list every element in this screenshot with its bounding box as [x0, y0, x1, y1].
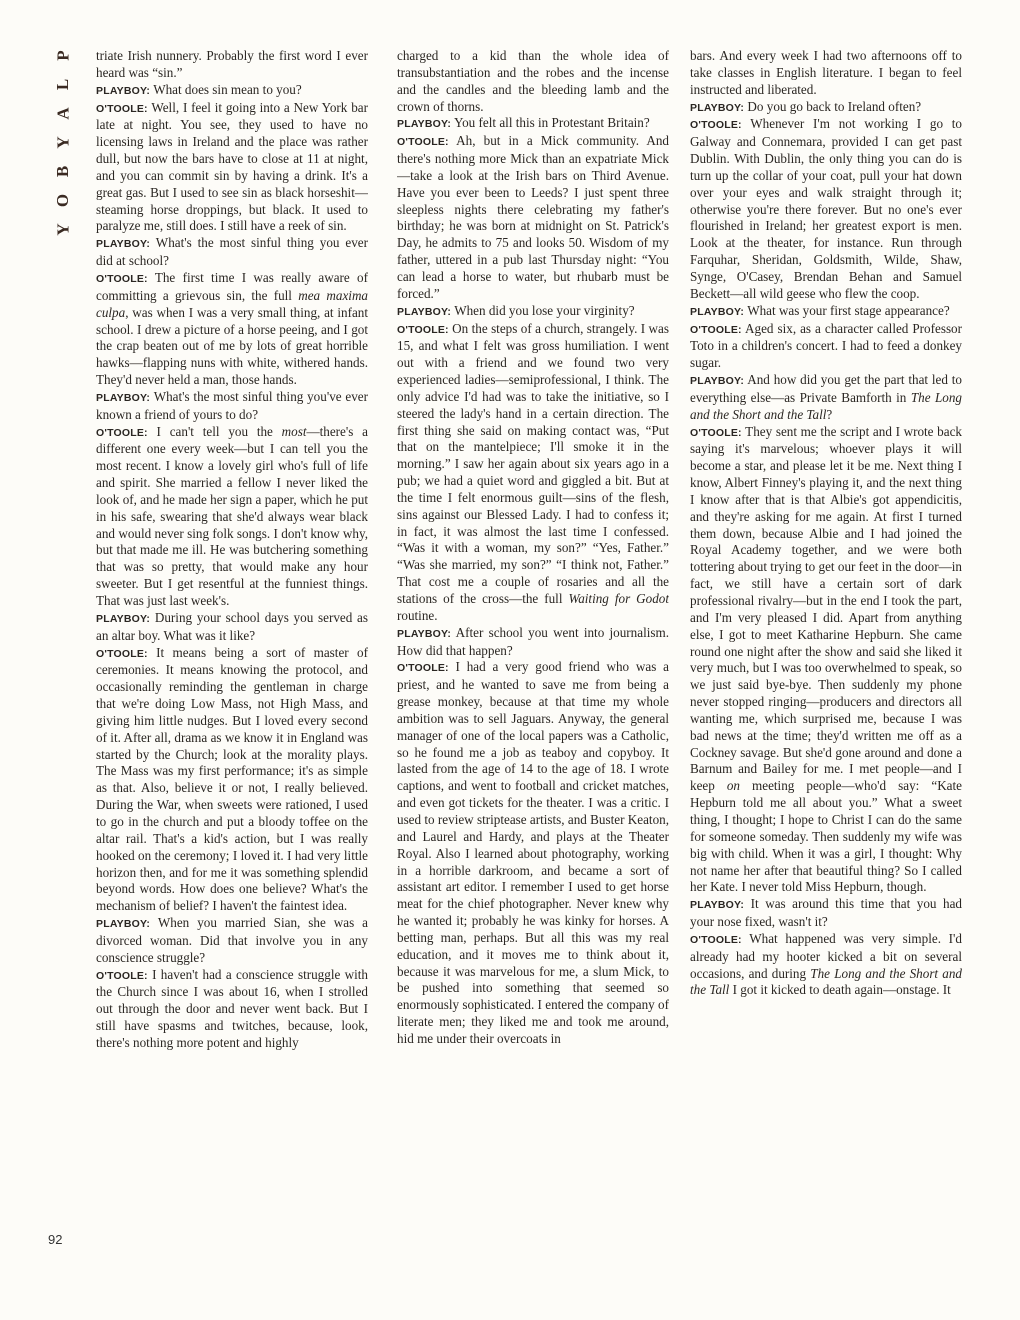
interview-paragraph	[96, 610, 368, 645]
paragraph-text: What happened was very simple. I'd already had my hooter kicked a bit on several occasions, and during	[690, 930, 962, 981]
paragraph-text: I had a very good friend who was a priest, and he wanted to save me from being a grease monkey, because at that time my whole ambition was to sell Jaguars. Anyway, the general manager of one of the local papers was a Catholic, so he found me a job as teaboy and copyboy. It lasted from the age of 14 to the age of 18. I wrote captions, and went to football and cricket matches, and even got tickets for the theater. I was a critic. I used to review striptease artists, and Buster Keaton, and Laurel and Hardy, and plays at the Theater Royal. Also I learned about photography, working in a horrible darkroom, and became a sort of assistant art editor. I remember I used to get horse meat for the chief photographer. Never knew why he wanted it; probably he was kinky for horses. A betting man, perhaps. But all this was my real education, and it moves me to think about it, because it was marvelous for me, a slum Mick, to be pushed into something that seemed so enormously sophisticated. I entered the company of literate men; they liked me and took me around, hid me under their overcoats in	[397, 659, 669, 1046]
paragraph-text: What's the most sinful thing you've ever known a friend of yours to do?	[96, 388, 368, 422]
paragraph-text: charged to a kid than the whole idea of transubstantiation and the robes and the incense and the candles and the bleeding lamb and the crown of thorns.	[397, 48, 669, 114]
paragraph-text: ?	[826, 406, 833, 422]
paragraph-text: —there's a different one every week—but I can tell you the most recent. I know a lovely girl who's full of life and spirit. She married a fellow I never liked the look of, and he made her sign a paper, which he put in his safe, swearing that she'd always wear black and would never sing folk songs. I don't know why, but that made me ill. He was butchering something that was so pretty, that would make any hour sweeter. But I get resentful at the funniest things. That was just last week's.	[96, 423, 368, 608]
italic-title: mea maxima culpa	[96, 287, 368, 320]
interview-paragraph	[96, 82, 368, 100]
paragraph-text: Aged six, as a character called Professor Toto in a children's concert. I had to feed a donkey sugar.	[690, 320, 962, 371]
paragraph-text: They sent me the script and I wrote back saying it's marvelous; whoever plays it will become a star, and please let it be me. Next thing I know, Albert Finney's playing it, and the next thing I know after that is that Albie's got appendicitis, and they're asking for me again. At first I turned them down, because Albie and I had joined the Royal Academy together, and we were both tottering about trying to get our feet in the door—in fact, we still have a certain sort of dark professional rivalry—but in the end I took the part, and I'm very pleased I did. Apart from anything else, I got to meet Katharine Hepburn. She came round one night after the show and said she liked it very much, but I was too overwhelmed to speak, so we just said bye-bye. Then suddenly my phone never stopped ringing—producers and directors all wanting me, which surprised me, because I was bad news at the time; they'd written me off as a Cockney savage. But she'd gone around and done a Barnum and Bailey for me. I met people—and I keep	[690, 423, 962, 794]
interview-paragraph	[96, 235, 368, 270]
italic-title: on	[726, 778, 740, 794]
interview-paragraph	[397, 659, 669, 1047]
paragraph-text: Do you go back to Ireland often?	[747, 98, 922, 114]
interview-paragraph	[690, 321, 962, 373]
paragraph-text: bars. And every week I had two afternoons off to take classes in English literature. I began to feel instructed and liberated.	[690, 48, 962, 97]
speaker-label-otoole: O'TOOLE:	[96, 102, 148, 115]
speaker-label-playboy: PLAYBOY:	[96, 612, 151, 625]
page-number: 92	[48, 1232, 63, 1247]
paragraph-text: And how did you get the part that led to everything else—as Private Bamforth in	[690, 372, 962, 405]
italic-title: The Long and the Short and the Tall	[690, 389, 962, 422]
speaker-label-playboy: PLAYBOY:	[690, 101, 745, 114]
masthead-letter: B	[53, 165, 73, 178]
speaker-label-otoole: O'TOOLE:	[96, 426, 148, 439]
speaker-label-otoole: O'TOOLE:	[397, 136, 449, 149]
continued-paragraph	[397, 48, 669, 115]
speaker-label-playboy: PLAYBOY:	[96, 918, 151, 931]
paragraph-text: I got it kicked to death again—onstage. It	[729, 982, 951, 998]
speaker-label-playboy: PLAYBOY:	[397, 305, 452, 318]
masthead	[48, 44, 78, 247]
paragraph-text: On the steps of a church, strangely. I was 15, and what I felt was gross humiliation. I went out with a friend and we found two very experienced ladies—semiprofessional, I think. The only advice I'd had was to take the initiative, so I steered the lady's hand in a certain direction. The first thing she said on making contact was, “Put that on the mantelpiece; I'll smoke it in the morning.” I saw her again about six years ago in a pub; we had a quiet word and giggled a bit. But at the time I felt enormous guilt—sins of the flesh, sins against our Blessed Lady. I had to confess it; in fact, it was almost the last time I confessed. “Was it with a woman, my son?” “Yes, Father.” “Was she married, my son?” “I think not, Father.” That cost me a couple of rosaries and all the stations of the cross—the full	[397, 320, 669, 606]
masthead-letter: Y	[53, 136, 73, 149]
speaker-label-playboy: PLAYBOY:	[397, 118, 452, 131]
speaker-label-otoole: O'TOOLE:	[397, 662, 449, 675]
speaker-label-otoole: O'TOOLE:	[96, 969, 148, 982]
italic-title: The Long and the Short and the Tall	[690, 965, 962, 998]
masthead-letter: A	[53, 107, 73, 120]
masthead-letter: Y	[53, 223, 73, 236]
interview-paragraph	[397, 303, 669, 321]
interview-paragraph	[690, 116, 962, 302]
text-column-3	[690, 48, 962, 1276]
interview-paragraph	[96, 645, 368, 916]
continued-paragraph	[96, 48, 368, 82]
masthead-letter: L	[53, 78, 73, 91]
interview-paragraph	[397, 115, 669, 133]
masthead-letter: O	[53, 193, 73, 208]
text-column-1	[96, 48, 368, 1276]
interview-paragraph	[96, 270, 368, 389]
paragraph-text: What does sin mean to you?	[153, 81, 302, 97]
paragraph-text: I can't tell you the	[156, 423, 282, 439]
paragraph-text: When did you lose your virginity?	[454, 302, 635, 318]
paragraph-text: I haven't had a conscience struggle with the Church since I was about 16, when I strolled out through the door and never went back. But I still have spasms and twitches, because, look, there's nothing more potent and highly	[96, 966, 368, 1050]
italic-title: Waiting for Godot	[568, 591, 669, 606]
interview-paragraph	[96, 424, 368, 610]
interview-paragraph	[96, 100, 368, 236]
paragraph-text: triate Irish nunnery. Probably the first word I ever heard was “sin.”	[96, 48, 368, 80]
speaker-label-otoole: O'TOOLE:	[96, 647, 148, 660]
paragraph-text: Whenever I'm not working I go to Galway and Connemara, provided I can get past Dublin. With Dublin, the only thing you can do is turn up the collar of your coat, pull your hat down over your eyes and walk straight through it; otherwise you're there forever. But no one's ever flourished in Ireland; her greatest export is men. Look at the theater, for instance. Run through Farquhar, Sheridan, Goldsmith, Wilde, Shaw, Synge, O'Casey, Brendan Behan and Samuel Beckett—all wild geese who flew the coop.	[690, 116, 962, 301]
speaker-label-playboy: PLAYBOY:	[690, 305, 745, 318]
interview-paragraph	[397, 321, 669, 625]
speaker-label-playboy: PLAYBOY:	[96, 391, 151, 404]
speaker-label-playboy: PLAYBOY:	[690, 899, 745, 912]
paragraph-text: During your school days you served as an altar boy. What was it like?	[96, 609, 368, 643]
interview-paragraph	[96, 967, 368, 1052]
masthead-letter: P	[53, 50, 73, 61]
interview-paragraph	[690, 99, 962, 117]
paragraph-text: Well, I feel it going into a New York bar late at night. You see, they used to have no licensing laws in Ireland and the place was rather dull, but now the bars have to close at 11 at night, and you can commit sin by having a drink. It's a great gas. But I used to see sin as black horseshit—steaming horse droppings, but black. It used to paralyze me, still does. I still have a reek of sin.	[96, 99, 368, 234]
interview-paragraph	[397, 133, 669, 302]
interview-paragraph	[690, 424, 962, 897]
interview-paragraph	[96, 915, 368, 967]
paragraph-text: , was when I was a very small thing, at infant school. I drew a picture of a horse peeing, and I got the crap beaten out of me by lots of great horrible hawks—flapping nuns with white, withered hands. They'd never held a man, those hands.	[96, 304, 368, 388]
interview-paragraph	[690, 896, 962, 931]
interview-paragraph	[690, 372, 962, 424]
paragraph-text: When you married Sian, she was a divorced woman. Did that involve you in any conscience struggle?	[96, 915, 368, 965]
paragraph-text: After school you went into journalism. How did that happen?	[397, 624, 669, 658]
paragraph-text: It means being a sort of master of ceremonies. It means knowing the protocol, and occasionally reminding the gentleman in charge that we're doing Low Mass, not High Mass, and giving him little nudges. But I loved every second of it. After all, drama as we know it in England was started by the Church; look at the morality plays. The Mass was my first performance; it's as simple as that. Also, believe it or not, I really believed. During the War, when sweets were rationed, I used to go in the church and put a bloody toffee on the altar rail. That's a kid's action, but I was really hooked on the ceremony; I loved it. I had very little horizon then, and for me it was something splendid beyond words. How does one believe? What's the mechanism of belief? I haven't the faintest idea.	[96, 644, 368, 914]
paragraph-text: Ah, but in a Mick community. And there's nothing more Mick than an expatriate Mick—take a look at the Irish bars on Third Avenue. Have you ever been to Leeds? I just spent three sleepless nights there celebrating my father's birthday; he was born at midnight on St. Patrick's Day, he admits to 75 and looks 50. Wisdom of my father, uttered in a pub last Thursday night: “You can lead a horse to water, but rhubarb must be forced.”	[397, 133, 669, 301]
paragraph-text: The first time I was really aware of committing a grievous sin, the full	[96, 269, 368, 303]
speaker-label-otoole: O'TOOLE:	[96, 272, 148, 285]
interview-paragraph	[690, 931, 962, 999]
speaker-label-otoole: O'TOOLE:	[690, 933, 742, 946]
paragraph-text: What was your first stage appearance?	[747, 302, 950, 318]
paragraph-text: meeting people—who'd say: “Kate Hepburn told me all about you.” What a sweet thing, I thought; I hope to Christ I can do the same for someone someday. Then suddenly my wife was big with child. When it was a girl, I thought: Why not name her after that beautiful thing? So I called her Kate. I never told Miss Hepburn, though.	[690, 778, 962, 895]
speaker-label-otoole: O'TOOLE:	[690, 323, 742, 336]
speaker-label-playboy: PLAYBOY:	[397, 627, 452, 640]
interview-paragraph	[690, 303, 962, 321]
italic-title: most	[281, 423, 307, 439]
text-column-2	[397, 48, 669, 1276]
paragraph-text: routine.	[397, 607, 438, 623]
paragraph-text: What's the most sinful thing you ever did at school?	[96, 235, 368, 269]
speaker-label-playboy: PLAYBOY:	[690, 375, 745, 388]
speaker-label-otoole: O'TOOLE:	[690, 119, 742, 132]
continued-paragraph	[690, 48, 962, 99]
interview-paragraph	[96, 389, 368, 424]
paragraph-text: You felt all this in Protestant Britain?	[453, 115, 650, 131]
speaker-label-playboy: PLAYBOY:	[96, 238, 151, 251]
interview-paragraph	[397, 625, 669, 660]
speaker-label-otoole: O'TOOLE:	[690, 426, 742, 439]
paragraph-text: It was around this time that you had your nose fixed, wasn't it?	[690, 896, 962, 930]
speaker-label-otoole: O'TOOLE:	[397, 323, 449, 336]
speaker-label-playboy: PLAYBOY:	[96, 84, 151, 97]
